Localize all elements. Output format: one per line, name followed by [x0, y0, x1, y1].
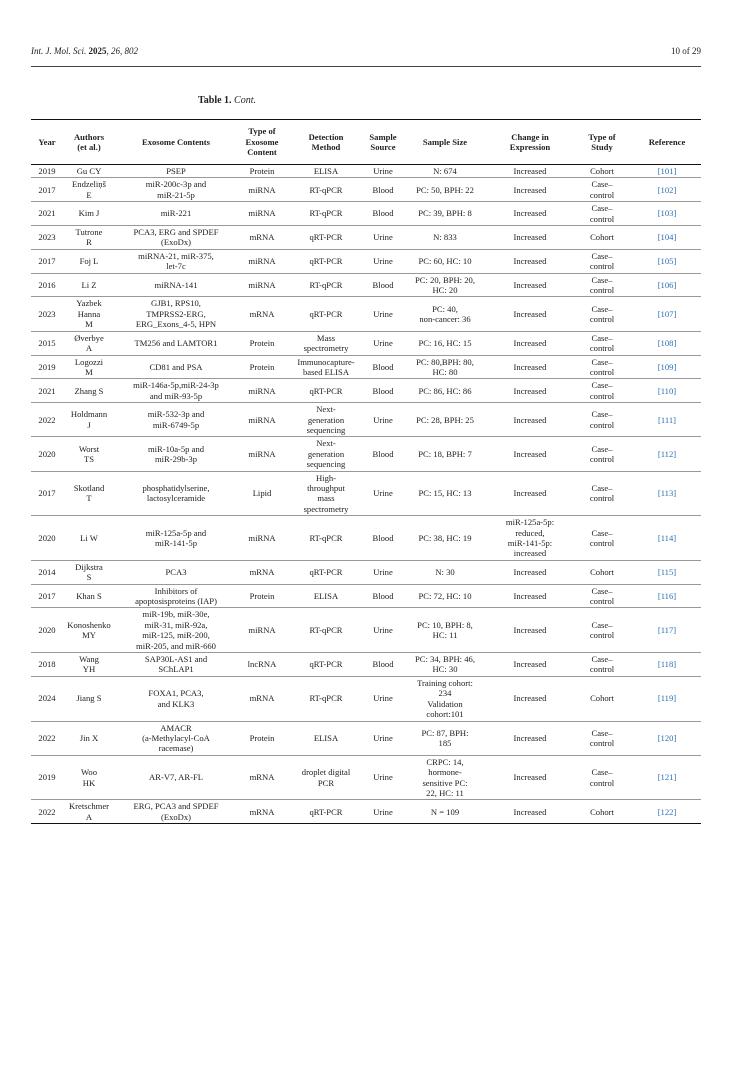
- content-type-cell: mRNA: [237, 226, 287, 250]
- detection-method-cell: Mass spectrometry: [287, 331, 365, 355]
- year-cell: 2019: [31, 755, 63, 800]
- study-type-cell: Case– control: [571, 249, 633, 273]
- sample-source-cell: Urine: [365, 249, 401, 273]
- table-row: [31, 437, 701, 471]
- sample-source-cell: Blood: [365, 584, 401, 608]
- detection-method-cell: RT-qPCR: [287, 676, 365, 721]
- year-cell: 2015: [31, 331, 63, 355]
- detection-method-cell: qRT-PCR: [287, 560, 365, 584]
- detection-method-cell: RT-qPCR: [287, 202, 365, 226]
- column-header: Authors (et al.): [63, 120, 115, 165]
- authors-cell: Wang YH: [63, 653, 115, 677]
- authors-cell: Øverbye A: [63, 331, 115, 355]
- expression-change-cell: Increased: [489, 403, 571, 437]
- expression-change-cell: Increased: [489, 608, 571, 653]
- study-type-cell: Case– control: [571, 355, 633, 379]
- content-type-cell: miRNA: [237, 379, 287, 403]
- exosome-contents-cell: phosphatidylserine, lactosylceramide: [115, 471, 237, 516]
- year-cell: 2018: [31, 653, 63, 677]
- reference-link[interactable]: [108]: [633, 331, 701, 355]
- sample-size-cell: PC: 50, BPH: 22: [401, 178, 489, 202]
- exosome-contents-cell: PCA3: [115, 560, 237, 584]
- column-header: Detection Method: [287, 120, 365, 165]
- reference-link[interactable]: [103]: [633, 202, 701, 226]
- expression-change-cell: Increased: [489, 560, 571, 584]
- detection-method-cell: qRT-PCR: [287, 226, 365, 250]
- table-row: [31, 202, 701, 226]
- exosome-contents-cell: miR-532-3p and miR-6749-5p: [115, 403, 237, 437]
- table-row: [31, 516, 701, 561]
- exosome-contents-cell: miR-10a-5p and miR-29b-3p: [115, 437, 237, 471]
- detection-method-cell: Immunocapture- based ELISA: [287, 355, 365, 379]
- authors-cell: Jin X: [63, 721, 115, 755]
- table-row: [31, 355, 701, 379]
- table-row: [31, 273, 701, 297]
- study-type-cell: Case– control: [571, 273, 633, 297]
- detection-method-cell: RT-qPCR: [287, 178, 365, 202]
- table-row: [31, 608, 701, 653]
- exosome-contents-cell: AMACR (a-Methylacyl-CoA racemase): [115, 721, 237, 755]
- authors-cell: Li Z: [63, 273, 115, 297]
- content-type-cell: Protein: [237, 165, 287, 178]
- year-cell: 2017: [31, 471, 63, 516]
- content-type-cell: Lipid: [237, 471, 287, 516]
- detection-method-cell: Next- generation sequencing: [287, 403, 365, 437]
- sample-size-cell: PC: 10, BPH: 8, HC: 11: [401, 608, 489, 653]
- sample-size-cell: PC: 38, HC: 19: [401, 516, 489, 561]
- sample-size-cell: N: 674: [401, 165, 489, 178]
- expression-change-cell: Increased: [489, 471, 571, 516]
- content-type-cell: mRNA: [237, 297, 287, 331]
- reference-link[interactable]: [107]: [633, 297, 701, 331]
- sample-source-cell: Urine: [365, 297, 401, 331]
- authors-cell: Kretschmer A: [63, 800, 115, 824]
- table-row: [31, 800, 701, 824]
- study-type-cell: Cohort: [571, 560, 633, 584]
- year-cell: 2020: [31, 516, 63, 561]
- exosome-contents-cell: AR-V7, AR-FL: [115, 755, 237, 800]
- sample-source-cell: Blood: [365, 379, 401, 403]
- detection-method-cell: High- throughput mass spectrometry: [287, 471, 365, 516]
- sample-source-cell: Blood: [365, 516, 401, 561]
- table-row: [31, 226, 701, 250]
- expression-change-cell: Increased: [489, 437, 571, 471]
- expression-change-cell: Increased: [489, 178, 571, 202]
- reference-link[interactable]: [121]: [633, 755, 701, 800]
- study-type-cell: Case– control: [571, 516, 633, 561]
- sample-size-cell: PC: 86, HC: 86: [401, 379, 489, 403]
- sample-source-cell: Urine: [365, 560, 401, 584]
- sample-source-cell: Blood: [365, 178, 401, 202]
- authors-cell: Endzeliņš E: [63, 178, 115, 202]
- content-type-cell: miRNA: [237, 437, 287, 471]
- year-cell: 2022: [31, 800, 63, 824]
- content-type-cell: miRNA: [237, 178, 287, 202]
- expression-change-cell: Increased: [489, 800, 571, 824]
- running-header: [31, 44, 701, 67]
- study-type-cell: Case– control: [571, 331, 633, 355]
- table-row: [31, 403, 701, 437]
- sample-size-cell: PC: 16, HC: 15: [401, 331, 489, 355]
- content-type-cell: mRNA: [237, 800, 287, 824]
- sample-size-cell: PC: 20, BPH: 20, HC: 20: [401, 273, 489, 297]
- year-cell: 2016: [31, 273, 63, 297]
- study-type-cell: Case– control: [571, 437, 633, 471]
- year-cell: 2021: [31, 202, 63, 226]
- exosome-biomarker-table: [31, 119, 701, 824]
- sample-size-cell: PC: 40, non-cancer: 36: [401, 297, 489, 331]
- reference-link[interactable]: [117]: [633, 608, 701, 653]
- expression-change-cell: Increased: [489, 721, 571, 755]
- sample-size-cell: PC: 15, HC: 13: [401, 471, 489, 516]
- sample-size-cell: PC: 80,BPH: 80, HC: 80: [401, 355, 489, 379]
- expression-change-cell: Increased: [489, 676, 571, 721]
- authors-cell: Gu CY: [63, 165, 115, 178]
- study-type-cell: Case– control: [571, 584, 633, 608]
- authors-cell: Dijkstra S: [63, 560, 115, 584]
- study-type-cell: Case– control: [571, 178, 633, 202]
- detection-method-cell: droplet digital PCR: [287, 755, 365, 800]
- sample-source-cell: Blood: [365, 653, 401, 677]
- reference-link[interactable]: [109]: [633, 355, 701, 379]
- study-type-cell: Case– control: [571, 471, 633, 516]
- detection-method-cell: qRT-PCR: [287, 297, 365, 331]
- exosome-contents-cell: miR-200c-3p and miR-21-5p: [115, 178, 237, 202]
- expression-change-cell: miR-125a-5p: reduced, miR-141-5p: increased: [489, 516, 571, 561]
- sample-size-cell: CRPC: 14, hormone- sensitive PC: 22, HC: 11: [401, 755, 489, 800]
- reference-link[interactable]: [115]: [633, 560, 701, 584]
- study-type-cell: Case– control: [571, 297, 633, 331]
- year-cell: 2019: [31, 165, 63, 178]
- reference-link[interactable]: [105]: [633, 249, 701, 273]
- column-header: Year: [31, 120, 63, 165]
- reference-link[interactable]: [122]: [633, 800, 701, 824]
- journal-name: Int. J. Mol. Sci.: [31, 46, 87, 56]
- content-type-cell: Protein: [237, 721, 287, 755]
- study-type-cell: Cohort: [571, 226, 633, 250]
- column-header: Reference: [633, 120, 701, 165]
- content-type-cell: mRNA: [237, 676, 287, 721]
- page-number: 10 of 29: [671, 46, 701, 56]
- table-row: [31, 331, 701, 355]
- detection-method-cell: qRT-PCR: [287, 249, 365, 273]
- reference-link[interactable]: [101]: [633, 165, 701, 178]
- column-header: Sample Source: [365, 120, 401, 165]
- content-type-cell: Protein: [237, 355, 287, 379]
- exosome-contents-cell: FOXA1, PCA3, and KLK3: [115, 676, 237, 721]
- reference-link[interactable]: [120]: [633, 721, 701, 755]
- sample-size-cell: N: 30: [401, 560, 489, 584]
- detection-method-cell: RT-qPCR: [287, 516, 365, 561]
- year-cell: 2017: [31, 249, 63, 273]
- content-type-cell: mRNA: [237, 755, 287, 800]
- study-type-cell: Cohort: [571, 165, 633, 178]
- exosome-contents-cell: miR-146a-5p,miR-24-3p and miR-93-5p: [115, 379, 237, 403]
- year-cell: 2017: [31, 178, 63, 202]
- reference-link[interactable]: [114]: [633, 516, 701, 561]
- detection-method-cell: Next- generation sequencing: [287, 437, 365, 471]
- content-type-cell: Protein: [237, 584, 287, 608]
- column-header: Type of Exosome Content: [237, 120, 287, 165]
- detection-method-cell: qRT-PCR: [287, 379, 365, 403]
- journal-year: 2025: [88, 46, 107, 56]
- year-cell: 2020: [31, 608, 63, 653]
- sample-source-cell: Urine: [365, 165, 401, 178]
- column-header: Exosome Contents: [115, 120, 237, 165]
- exosome-contents-cell: TM256 and LAMTOR1: [115, 331, 237, 355]
- authors-cell: Kim J: [63, 202, 115, 226]
- exosome-contents-cell: Inhibitors of apoptosisproteins (IAP): [115, 584, 237, 608]
- table-row: [31, 560, 701, 584]
- table-row: [31, 165, 701, 178]
- table-row: [31, 178, 701, 202]
- reference-link[interactable]: [102]: [633, 178, 701, 202]
- study-type-cell: Case– control: [571, 755, 633, 800]
- reference-link[interactable]: [112]: [633, 437, 701, 471]
- reference-link[interactable]: [104]: [633, 226, 701, 250]
- exosome-contents-cell: miRNA-21, miR-375, let-7c: [115, 249, 237, 273]
- sample-size-cell: PC: 60, HC: 10: [401, 249, 489, 273]
- content-type-cell: miRNA: [237, 516, 287, 561]
- expression-change-cell: Increased: [489, 226, 571, 250]
- journal-volume: , 26, 802: [106, 46, 138, 56]
- study-type-cell: Case– control: [571, 403, 633, 437]
- content-type-cell: miRNA: [237, 608, 287, 653]
- year-cell: 2022: [31, 721, 63, 755]
- year-cell: 2021: [31, 379, 63, 403]
- exosome-contents-cell: SAP30L-AS1 and SChLAP1: [115, 653, 237, 677]
- sample-source-cell: Urine: [365, 331, 401, 355]
- sample-size-cell: PC: 87, BPH: 185: [401, 721, 489, 755]
- sample-source-cell: Urine: [365, 755, 401, 800]
- authors-cell: Li W: [63, 516, 115, 561]
- authors-cell: Foj L: [63, 249, 115, 273]
- content-type-cell: lncRNA: [237, 653, 287, 677]
- table-row: [31, 755, 701, 800]
- sample-source-cell: Urine: [365, 721, 401, 755]
- sample-size-cell: PC: 39, BPH: 8: [401, 202, 489, 226]
- content-type-cell: mRNA: [237, 560, 287, 584]
- exosome-contents-cell: GJB1, RPS10, TMPRSS2-ERG, ERG_Exons_4-5, HPN: [115, 297, 237, 331]
- detection-method-cell: RT-qPCR: [287, 273, 365, 297]
- content-type-cell: miRNA: [237, 403, 287, 437]
- authors-cell: Logozzi M: [63, 355, 115, 379]
- detection-method-cell: RT-qPCR: [287, 608, 365, 653]
- journal-citation: [31, 46, 138, 56]
- exosome-contents-cell: miRNA-141: [115, 273, 237, 297]
- authors-cell: Skotland T: [63, 471, 115, 516]
- year-cell: 2017: [31, 584, 63, 608]
- reference-link[interactable]: [113]: [633, 471, 701, 516]
- expression-change-cell: Increased: [489, 584, 571, 608]
- expression-change-cell: Increased: [489, 653, 571, 677]
- detection-method-cell: qRT-PCR: [287, 653, 365, 677]
- exosome-contents-cell: CD81 and PSA: [115, 355, 237, 379]
- table-caption-label: Table 1.: [198, 95, 232, 106]
- column-header: Change in Expression: [489, 120, 571, 165]
- content-type-cell: miRNA: [237, 273, 287, 297]
- expression-change-cell: Increased: [489, 379, 571, 403]
- authors-cell: Khan S: [63, 584, 115, 608]
- authors-cell: Yazbek Hanna M: [63, 297, 115, 331]
- sample-source-cell: Urine: [365, 403, 401, 437]
- table-header-row: [31, 120, 701, 165]
- sample-source-cell: Blood: [365, 355, 401, 379]
- exosome-contents-cell: miR-125a-5p and miR-141-5p: [115, 516, 237, 561]
- content-type-cell: Protein: [237, 331, 287, 355]
- expression-change-cell: Increased: [489, 202, 571, 226]
- study-type-cell: Case– control: [571, 202, 633, 226]
- year-cell: 2024: [31, 676, 63, 721]
- table-row: [31, 379, 701, 403]
- study-type-cell: Case– control: [571, 653, 633, 677]
- year-cell: 2014: [31, 560, 63, 584]
- sample-size-cell: PC: 72, HC: 10: [401, 584, 489, 608]
- sample-source-cell: Urine: [365, 471, 401, 516]
- detection-method-cell: ELISA: [287, 721, 365, 755]
- authors-cell: Jiang S: [63, 676, 115, 721]
- authors-cell: Woo HK: [63, 755, 115, 800]
- table-row: [31, 471, 701, 516]
- expression-change-cell: Increased: [489, 273, 571, 297]
- reference-link[interactable]: [119]: [633, 676, 701, 721]
- sample-size-cell: N = 109: [401, 800, 489, 824]
- expression-change-cell: Increased: [489, 165, 571, 178]
- sample-source-cell: Blood: [365, 273, 401, 297]
- sample-size-cell: PC: 28, BPH: 25: [401, 403, 489, 437]
- detection-method-cell: ELISA: [287, 584, 365, 608]
- sample-source-cell: Urine: [365, 676, 401, 721]
- exosome-contents-cell: ERG, PCA3 and SPDEF (ExoDx): [115, 800, 237, 824]
- table-row: [31, 249, 701, 273]
- authors-cell: Worst TS: [63, 437, 115, 471]
- exosome-contents-cell: PSEP: [115, 165, 237, 178]
- study-type-cell: Cohort: [571, 800, 633, 824]
- table-row: [31, 584, 701, 608]
- year-cell: 2023: [31, 297, 63, 331]
- sample-size-cell: N: 833: [401, 226, 489, 250]
- study-type-cell: Case– control: [571, 721, 633, 755]
- reference-link[interactable]: [118]: [633, 653, 701, 677]
- expression-change-cell: Increased: [489, 249, 571, 273]
- sample-source-cell: Blood: [365, 437, 401, 471]
- sample-source-cell: Urine: [365, 608, 401, 653]
- year-cell: 2023: [31, 226, 63, 250]
- year-cell: 2020: [31, 437, 63, 471]
- column-header: Type of Study: [571, 120, 633, 165]
- authors-cell: Konoshenko MY: [63, 608, 115, 653]
- study-type-cell: Cohort: [571, 676, 633, 721]
- content-type-cell: miRNA: [237, 249, 287, 273]
- authors-cell: Holdmann J: [63, 403, 115, 437]
- exosome-contents-cell: miR-19b, miR-30e, miR-31, miR-92a, miR-125, miR-200, miR-205, and miR-660: [115, 608, 237, 653]
- column-header: Sample Size: [401, 120, 489, 165]
- detection-method-cell: ELISA: [287, 165, 365, 178]
- reference-link[interactable]: [116]: [633, 584, 701, 608]
- table-caption: [198, 95, 256, 106]
- table-row: [31, 721, 701, 755]
- study-type-cell: Case– control: [571, 379, 633, 403]
- table-row: [31, 297, 701, 331]
- authors-cell: Zhang S: [63, 379, 115, 403]
- sample-source-cell: Blood: [365, 202, 401, 226]
- detection-method-cell: qRT-PCR: [287, 800, 365, 824]
- sample-size-cell: PC: 18, BPH: 7: [401, 437, 489, 471]
- sample-size-cell: PC: 34, BPH: 46, HC: 30: [401, 653, 489, 677]
- content-type-cell: miRNA: [237, 202, 287, 226]
- study-type-cell: Case– control: [571, 608, 633, 653]
- expression-change-cell: Increased: [489, 355, 571, 379]
- exosome-contents-cell: PCA3, ERG and SPDEF (ExoDx): [115, 226, 237, 250]
- year-cell: 2019: [31, 355, 63, 379]
- reference-link[interactable]: [110]: [633, 379, 701, 403]
- exosome-contents-cell: miR-221: [115, 202, 237, 226]
- expression-change-cell: Increased: [489, 297, 571, 331]
- authors-cell: Tutrone R: [63, 226, 115, 250]
- expression-change-cell: Increased: [489, 331, 571, 355]
- sample-source-cell: Urine: [365, 800, 401, 824]
- reference-link[interactable]: [111]: [633, 403, 701, 437]
- year-cell: 2022: [31, 403, 63, 437]
- sample-source-cell: Urine: [365, 226, 401, 250]
- sample-size-cell: Training cohort: 234 Validation cohort:101: [401, 676, 489, 721]
- table-row: [31, 653, 701, 677]
- reference-link[interactable]: [106]: [633, 273, 701, 297]
- table-caption-cont: Cont.: [234, 95, 256, 106]
- expression-change-cell: Increased: [489, 755, 571, 800]
- table-row: [31, 676, 701, 721]
